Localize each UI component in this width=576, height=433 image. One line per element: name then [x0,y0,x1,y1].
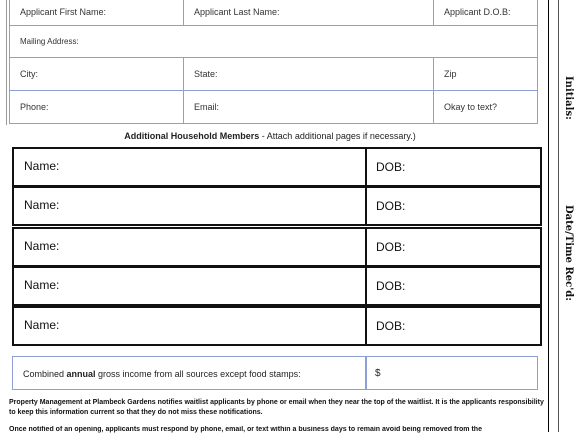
phone-field[interactable] [9,90,184,124]
datetime-received-label: Date/Time Rec'd: [563,205,574,301]
member-dob-label: DOB: [376,279,406,293]
okay-to-text-field[interactable] [433,90,538,124]
initials-label: Initials: [563,76,574,120]
household-member-row[interactable] [12,186,542,226]
row-divider [365,149,367,185]
household-member-row[interactable] [12,227,542,267]
row-divider [365,188,367,224]
email-label: Email: [194,102,220,112]
income-divider [365,357,367,389]
household-title: Additional Household Members [124,131,260,141]
member-dob-label: DOB: [376,199,406,213]
form-border-right [548,0,549,432]
member-name-label: Name: [24,278,60,292]
member-name-label: Name: [24,159,60,173]
dob-label: Applicant D.O.B: [444,7,511,17]
state-field[interactable] [183,57,434,91]
member-name-label: Name: [24,318,60,332]
last-name-label: Applicant Last Name: [194,7,280,17]
last-name-field[interactable] [183,0,434,26]
first-name-field[interactable] [9,0,184,26]
household-member-row[interactable] [12,147,542,187]
household-section-title [0,131,540,141]
household-member-row[interactable] [12,306,542,346]
row-divider [365,268,367,304]
state-label: State: [194,69,218,79]
income-label-annual: annual [66,369,96,379]
zip-field[interactable] [433,57,538,91]
first-name-label: Applicant First Name: [20,7,107,17]
income-label [23,369,301,379]
city-field[interactable] [9,57,184,91]
opening-notice: Once notified of an opening, applicants must respond by phone, email, or text within a business days to remain avoid being removed from the [9,426,482,433]
phone-label: Phone: [20,102,49,112]
member-dob-label: DOB: [376,319,406,333]
waitlist-notice: Property Management at Plambeck Gardens notifies waitlist applicants by phone or email when they near the top of the waitlist. It is the applicants responsibility to keep this information current so that they do not miss these notifications. [9,399,544,416]
member-name-label: Name: [24,198,60,212]
household-member-row[interactable] [12,266,542,306]
email-field[interactable] [183,90,434,124]
income-label-pre: Combined [23,369,67,379]
form-border-left [6,0,7,125]
row-divider [365,229,367,265]
household-subtitle: - Attach additional pages if necessary.) [259,131,416,141]
okay-to-text-label: Okay to text? [444,102,498,112]
dob-field[interactable] [433,0,538,26]
income-label-post: gross income from all sources except food stamps: [95,369,301,379]
annual-income-field[interactable] [12,356,538,390]
city-label: City: [20,69,38,79]
row-divider [365,308,367,344]
mailing-address-field[interactable] [9,25,538,58]
zip-label: Zip [444,69,457,79]
member-dob-label: DOB: [376,160,406,174]
dollar-sign: $ [375,368,381,379]
mailing-address-label: Mailing Address: [20,37,79,46]
member-name-label: Name: [24,239,60,253]
member-dob-label: DOB: [376,240,406,254]
margin-border [558,0,559,432]
